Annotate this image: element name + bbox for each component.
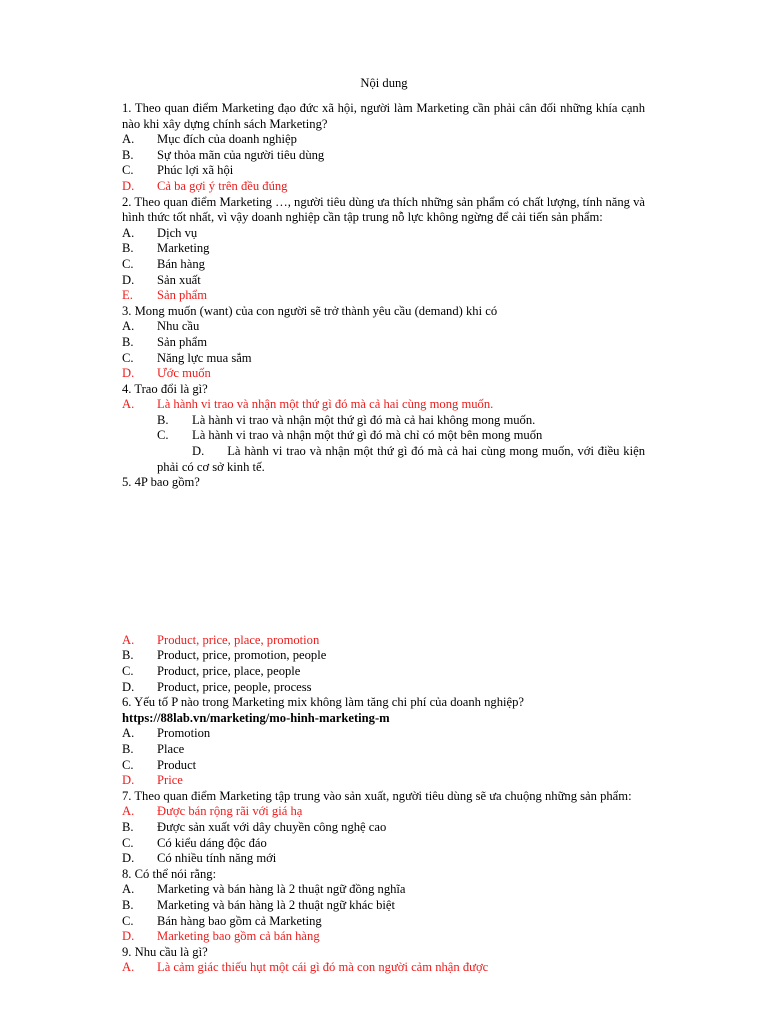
option-a: A. Promotion: [122, 726, 211, 741]
option-a-answer: A. Là cảm giác thiếu hụt một cái gì đó mà con người cảm nhận được: [122, 960, 489, 975]
option-c: C. Năng lực mua sắm: [122, 350, 252, 365]
question-4: [122, 382, 645, 476]
option-a: A. Nhu cầu: [122, 319, 200, 334]
question-text: 7. Theo quan điểm Marketing tập trung vào sản xuất, người tiêu dùng sẽ ưa chuộng những sản phẩm:: [122, 788, 632, 803]
blank-space: [122, 491, 645, 633]
option-e-answer: E. Sản phẩm: [122, 288, 208, 303]
reference-link[interactable]: https://88lab.vn/marketing/mo-hinh-marketing-m: [122, 710, 390, 725]
question-text: 9. Nhu cầu là gì?: [122, 944, 208, 959]
option-c: C. Product, price, place, people: [122, 664, 301, 679]
question-6: [122, 695, 645, 789]
question-5: [122, 475, 645, 695]
page-title: Nội dung: [360, 76, 408, 90]
option-d-answer: D. Price: [122, 773, 183, 788]
option-b: B. Sản phẩm: [122, 334, 208, 349]
option-b: B. Product, price, promotion, people: [122, 648, 327, 663]
option-d-text: Là hành vi trao và nhận một thứ gì đó mà cả hai cùng mong muốn, với điều kiện phải có cơ sở kinh tế.: [157, 444, 645, 474]
question-1: [122, 101, 645, 195]
option-a-answer: A. Product, price, place, promotion: [122, 632, 320, 647]
option-b: B. Place: [122, 742, 185, 756]
question-text: 6. Yếu tố P nào trong Marketing mix không làm tăng chi phí của doanh nghiệp?: [122, 695, 524, 710]
option-b: B. Marketing và bán hàng là 2 thuật ngữ khác biệt: [122, 897, 395, 912]
option-c: C. Có kiểu dáng độc đáo: [122, 835, 267, 850]
option-d: D. Sản xuất: [122, 272, 201, 287]
option-a: A. Dịch vụ: [122, 225, 198, 240]
option-d: D. Product, price, people, process: [122, 679, 312, 694]
question-7: [122, 789, 645, 867]
option-b: B. Là hành vi trao và nhận một thứ gì đó mà cả hai không mong muốn.: [157, 412, 536, 427]
option-c: C. Là hành vi trao và nhận một thứ gì đó mà chỉ có một bên mong muốn: [157, 428, 543, 443]
option-d: D. Là hành vi trao và nhận một thứ gì đó mà cả hai cùng mong muốn, với điều kiện phải có cơ sở kinh tế.: [157, 444, 645, 474]
option-a: A. Mục đích của doanh nghiệp: [122, 132, 297, 147]
question-text: 8. Có thể nói rằng:: [122, 866, 217, 881]
option-c: C. Bán hàng: [122, 256, 205, 271]
option-d-answer: D. Ước muốn: [122, 366, 211, 381]
option-a-answer: A. Là hành vi trao và nhận một thứ gì đó mà cả hai cùng mong muốn.: [122, 397, 494, 412]
document-body: [122, 101, 645, 976]
option-c: C. Bán hàng bao gồm cả Marketing: [122, 913, 322, 928]
option-a-answer: A. Được bán rộng rãi với giá hạ: [122, 804, 303, 819]
option-b: B. Sự thỏa mãn của người tiêu dùng: [122, 147, 325, 162]
question-text: 1. Theo quan điểm Marketing đạo đức xã hội, người làm Marketing cần phải cân đối những khía cạnh nào khi xây dựng chính sách Marketing?: [122, 101, 645, 131]
question-text: 3. Mong muốn (want) của con người sẽ trở thành yêu cầu (demand) khi có: [122, 303, 498, 318]
question-8: [122, 867, 645, 945]
option-b: B. Marketing: [122, 241, 210, 256]
option-a: A. Marketing và bán hàng là 2 thuật ngữ đồng nghĩa: [122, 882, 406, 897]
question-text: 5. 4P bao gồm?: [122, 475, 200, 490]
question-3: [122, 304, 645, 382]
option-d-answer: D. Marketing bao gồm cả bán hàng: [122, 929, 320, 944]
option-d-answer: D. Cả ba gợi ý trên đều đúng: [122, 178, 288, 193]
option-c: C. Product: [122, 757, 197, 772]
option-d: D. Có nhiều tính năng mới: [122, 851, 277, 866]
question-9: [122, 945, 645, 976]
question-text: 4. Trao đổi là gì?: [122, 381, 208, 396]
question-2: [122, 195, 645, 304]
option-c: C. Phúc lợi xã hội: [122, 163, 234, 178]
option-b: B. Được sản xuất với dây chuyền công nghệ cao: [122, 819, 387, 834]
question-text: 2. Theo quan điểm Marketing …, người tiêu dùng ưa thích những sản phẩm có chất lượng, tính năng và hình thức tốt nhất, vì vậy doanh nghiệp cần tập trung nỗ lực không ngừng để cải tiến sản phẩm:: [122, 194, 645, 225]
